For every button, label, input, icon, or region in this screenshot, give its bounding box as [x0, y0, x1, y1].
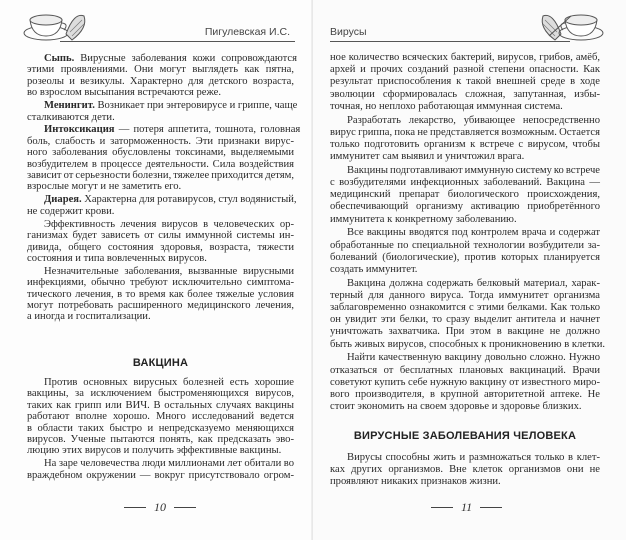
text-line: [27, 411, 294, 422]
paragraph: [330, 452, 600, 489]
line-text: в области таких быстро и непредсказуемо меняющихся: [27, 422, 294, 434]
page-number-dash: [124, 507, 146, 508]
text-line: [330, 389, 600, 401]
paragraph: [27, 53, 297, 99]
line-text: Незначительные заболевания, вызванные вирусными: [44, 265, 294, 277]
line-text: вакцины, за исключением быстроменяющихся вирусов,: [27, 388, 294, 400]
text-line: [27, 64, 294, 75]
line-text: этими проявлениями. Они могут выглядеть как пятна,: [27, 64, 294, 76]
text-line: [27, 219, 294, 230]
line-text: Против основных вирусных болезней есть хорошие: [44, 377, 294, 388]
paragraph: [27, 124, 301, 193]
text-line: [27, 423, 294, 434]
line-text: архей и прочих созданий разной степени опасности. Как: [330, 64, 600, 76]
text-line: [27, 87, 294, 98]
term-lead: Сыпь.: [44, 53, 75, 64]
page-number: [124, 500, 196, 515]
page-number-dash: [174, 507, 196, 508]
body-text-bottom: [330, 452, 600, 489]
text-line: [27, 242, 294, 253]
paragraph: [27, 219, 294, 265]
paragraph: [330, 227, 600, 276]
line-text: уничтожать захватчика. При этом в вакцине не должно: [330, 326, 600, 338]
line-text: он увидит эти белки, то сразу выделит антитела и начнет: [330, 314, 600, 326]
line-text: инфекциями, обычно требуют исключительно симптома-: [27, 277, 294, 289]
line-text: Вакцина должна содержать белковый материал, харак-: [347, 277, 600, 289]
line-text: отказаться от бесплатных плановых вакцинаций. Врачи: [330, 364, 600, 376]
text-line: [27, 170, 294, 181]
paragraph: [27, 194, 297, 217]
text-line: [27, 300, 294, 311]
running-header-author: Пигулевская И.С.: [204, 26, 290, 38]
text-line: [27, 388, 294, 399]
text-line: [27, 470, 294, 481]
text-line: [330, 165, 600, 177]
text-line: [330, 52, 600, 64]
paragraph: [330, 115, 600, 164]
text-line: [27, 253, 294, 264]
text-line: [27, 206, 294, 217]
teacup-ornament-icon: [535, 6, 607, 44]
text-line: [330, 401, 600, 413]
line-text: результат приспособления к такой внешней среде в ходе: [330, 76, 600, 88]
text-line: [330, 151, 600, 163]
line-text: точная, но неплохо работающая иммунная система.: [330, 100, 563, 112]
text-line: [27, 112, 294, 123]
text-line: [27, 434, 294, 445]
line-text: ках других организмов. Вне клеток организмов они не: [330, 464, 600, 476]
text-line: [330, 189, 600, 201]
line-text: дивида, общего состояния здоровья, возраста, тяжести: [27, 241, 294, 253]
line-text: обеспечивающий организму активацию приобретённого: [330, 201, 600, 213]
text-line: [27, 181, 294, 192]
line-text: враждебном окружении — вокруг присутствовало огром-: [27, 469, 294, 481]
text-line: [27, 53, 297, 64]
text-line: [27, 76, 294, 87]
text-line: [27, 400, 294, 411]
line-text: розеолы и везикулы. Характерно для детского возраста,: [27, 75, 294, 87]
line-text: болеваний (биологические), против которых планируется: [330, 251, 600, 263]
text-line: [330, 139, 600, 151]
text-line: [330, 240, 600, 252]
line-text: боль, слабость и заторможенность. Эти признаки вирус-: [27, 135, 294, 147]
body-text-bottom: [27, 377, 294, 481]
header-rule: [330, 41, 570, 42]
text-line: [330, 127, 600, 139]
paragraph: [27, 377, 294, 457]
paragraph: [27, 458, 294, 481]
text-line: [27, 377, 294, 388]
line-text: ного заболевания обусловлены токсинами, выделяемыми: [27, 147, 294, 159]
line-text: сталкиваются дети.: [27, 111, 115, 123]
line-text: проявляют никаких признаков жизни.: [330, 476, 501, 488]
paragraph: [330, 52, 600, 113]
line-text: только подготовить организм к встрече с вирусом, чтобы: [330, 138, 600, 150]
text-line: [27, 124, 301, 136]
teacup-ornament-icon: [22, 6, 92, 44]
text-line: [330, 338, 606, 351]
text-line: [27, 100, 298, 112]
text-line: [330, 201, 600, 213]
text-line: [330, 302, 600, 314]
line-text: вирусов. Ученые пытаются понять, как предсказать эво-: [27, 434, 294, 446]
line-text: во взрослом высыпания встречаются реже.: [27, 87, 221, 99]
text-line: [330, 290, 600, 302]
line-text: Вирусные заболевания кожи сопровождаются: [74, 53, 297, 64]
text-line: [330, 352, 600, 364]
line-text: Вирусы способны жить и размножаться только в клет-: [347, 452, 600, 463]
text-line: [330, 326, 600, 338]
header-rule: [60, 41, 295, 42]
line-text: состояния и типа вовлеченных вирусов.: [27, 252, 207, 264]
text-line: [330, 252, 600, 264]
line-text: — потеря аппетита, тошнота, головная: [114, 124, 301, 136]
page-number-dash: [480, 507, 502, 508]
line-text: Разработать лекарство, убивающее непосредственно: [347, 114, 600, 126]
text-line: [27, 159, 294, 170]
text-line: [27, 194, 297, 206]
page-number-text: 11: [461, 500, 473, 514]
right-page: [313, 0, 626, 540]
text-line: [27, 458, 294, 469]
paragraph: [27, 100, 298, 123]
line-text: обработанные по специальной технологии возбудители за-: [330, 239, 600, 251]
paragraph: [330, 352, 600, 413]
line-text: вого производителя, в крупной авторитетной аптеке. Не: [330, 388, 600, 400]
line-text: могут потребовать расширенного медицинского лечения,: [27, 300, 294, 312]
text-line: [330, 177, 600, 189]
line-text: эволюции сформировалась сложная, запутанная, избы-: [330, 88, 600, 100]
line-text: иммунитета к конкретному заболеванию.: [330, 213, 517, 225]
line-text: создать иммунитет.: [330, 263, 418, 275]
term-lead: Менингит.: [44, 100, 95, 112]
text-line: [27, 147, 294, 158]
line-text: зависит от серьезности болезни, тяжелее приходится детям,: [27, 170, 294, 182]
text-line: [330, 214, 600, 226]
text-line: [330, 115, 600, 127]
line-text: Возникает при энтеровирусе и гриппе, чаще: [94, 100, 298, 112]
text-line: [27, 136, 294, 147]
text-line: [27, 311, 294, 322]
line-text: Вакцины подготавливают иммунную систему ко встрече: [347, 164, 600, 176]
text-line: [330, 365, 600, 377]
paragraph: [27, 266, 294, 323]
text-line: [330, 64, 600, 76]
line-text: ганизмах будет зависеть от силы иммунной системы ин-: [27, 230, 294, 242]
text-line: [330, 278, 600, 290]
text-line: [27, 266, 294, 277]
text-line: [330, 452, 600, 464]
line-text: не содержит крови.: [27, 205, 115, 217]
line-text: медицинский препарат биологического происхождения,: [330, 189, 600, 201]
line-text: тического лечения, в то время как более тяжелые условия: [27, 288, 294, 300]
body-text-top: [330, 52, 606, 413]
paragraph: [330, 277, 606, 351]
line-text: советуют купить себе нужную вакцину от известного миро-: [330, 376, 600, 388]
text-line: [330, 76, 600, 88]
line-text: быть живых вирусов, способных к проникновению в клетки.: [330, 338, 606, 350]
text-line: [330, 464, 600, 476]
section-heading: ВАКЦИНА: [132, 357, 189, 369]
running-header-section: Вирусы: [330, 26, 367, 38]
line-text: Найти качественную вакцину довольно сложно. Нужно: [347, 352, 600, 364]
section-heading: ВИРУСНЫЕ ЗАБОЛЕВАНИЯ ЧЕЛОВЕКА: [353, 430, 577, 442]
text-line: [330, 377, 600, 389]
text-line: [330, 314, 600, 326]
page-number-text: 10: [154, 500, 166, 514]
text-line: [330, 227, 600, 239]
text-line: [330, 264, 600, 276]
line-text: возбудителем в процессе деятельности. Сила воздействия: [27, 158, 294, 170]
line-text: терный для данного вируса. Тогда иммунитет организма: [330, 289, 600, 301]
line-text: с возбудителями инфекционных заболеваний. Вакцина —: [330, 177, 600, 189]
text-line: [27, 289, 294, 300]
line-text: люцию этих вирусов и получить эффективные вакцины.: [27, 445, 282, 457]
text-line: [330, 476, 600, 488]
paragraph: [330, 165, 600, 226]
text-line: [27, 230, 294, 241]
line-text: таких как грипп или ВИЧ. В остальных случаях вакцины: [27, 399, 294, 411]
text-line: [27, 277, 294, 288]
line-text: заблаговременно ознакомится с этими белками. Как только: [330, 302, 600, 314]
line-text: Характерна для ротавирусов, стул водянистый,: [81, 194, 297, 206]
line-text: работают вполне хорошо. Много исследований ведется: [27, 411, 294, 423]
page-number-dash: [431, 507, 453, 508]
line-text: На заре человечества люди миллионами лет обитали во: [44, 458, 294, 470]
line-text: взрослые могут и не заметить его.: [27, 181, 182, 193]
page-number: [431, 500, 502, 515]
line-text: вирус гриппа, пока не представляется возможным. Остается: [330, 126, 600, 138]
text-line: [330, 101, 600, 113]
term-lead: Диарея.: [44, 194, 82, 206]
line-text: ное количество всяческих бактерий, вирусов, грибов, амёб,: [330, 52, 600, 63]
body-text-top: [27, 53, 301, 323]
line-text: иммунитет сам выявил и уничтожил врага.: [330, 151, 525, 163]
term-lead: Интоксикация: [44, 124, 115, 136]
text-line: [27, 445, 294, 456]
line-text: Все вакцины вводятся под контролем врача и содержат: [347, 227, 600, 239]
line-text: Эффективность лечения вирусов в человеческих ор-: [44, 218, 294, 230]
line-text: а иногда и госпитализации.: [27, 311, 151, 323]
text-line: [330, 89, 600, 101]
line-text: стоит экономить на своем здоровье и здоровье близких.: [330, 401, 582, 413]
